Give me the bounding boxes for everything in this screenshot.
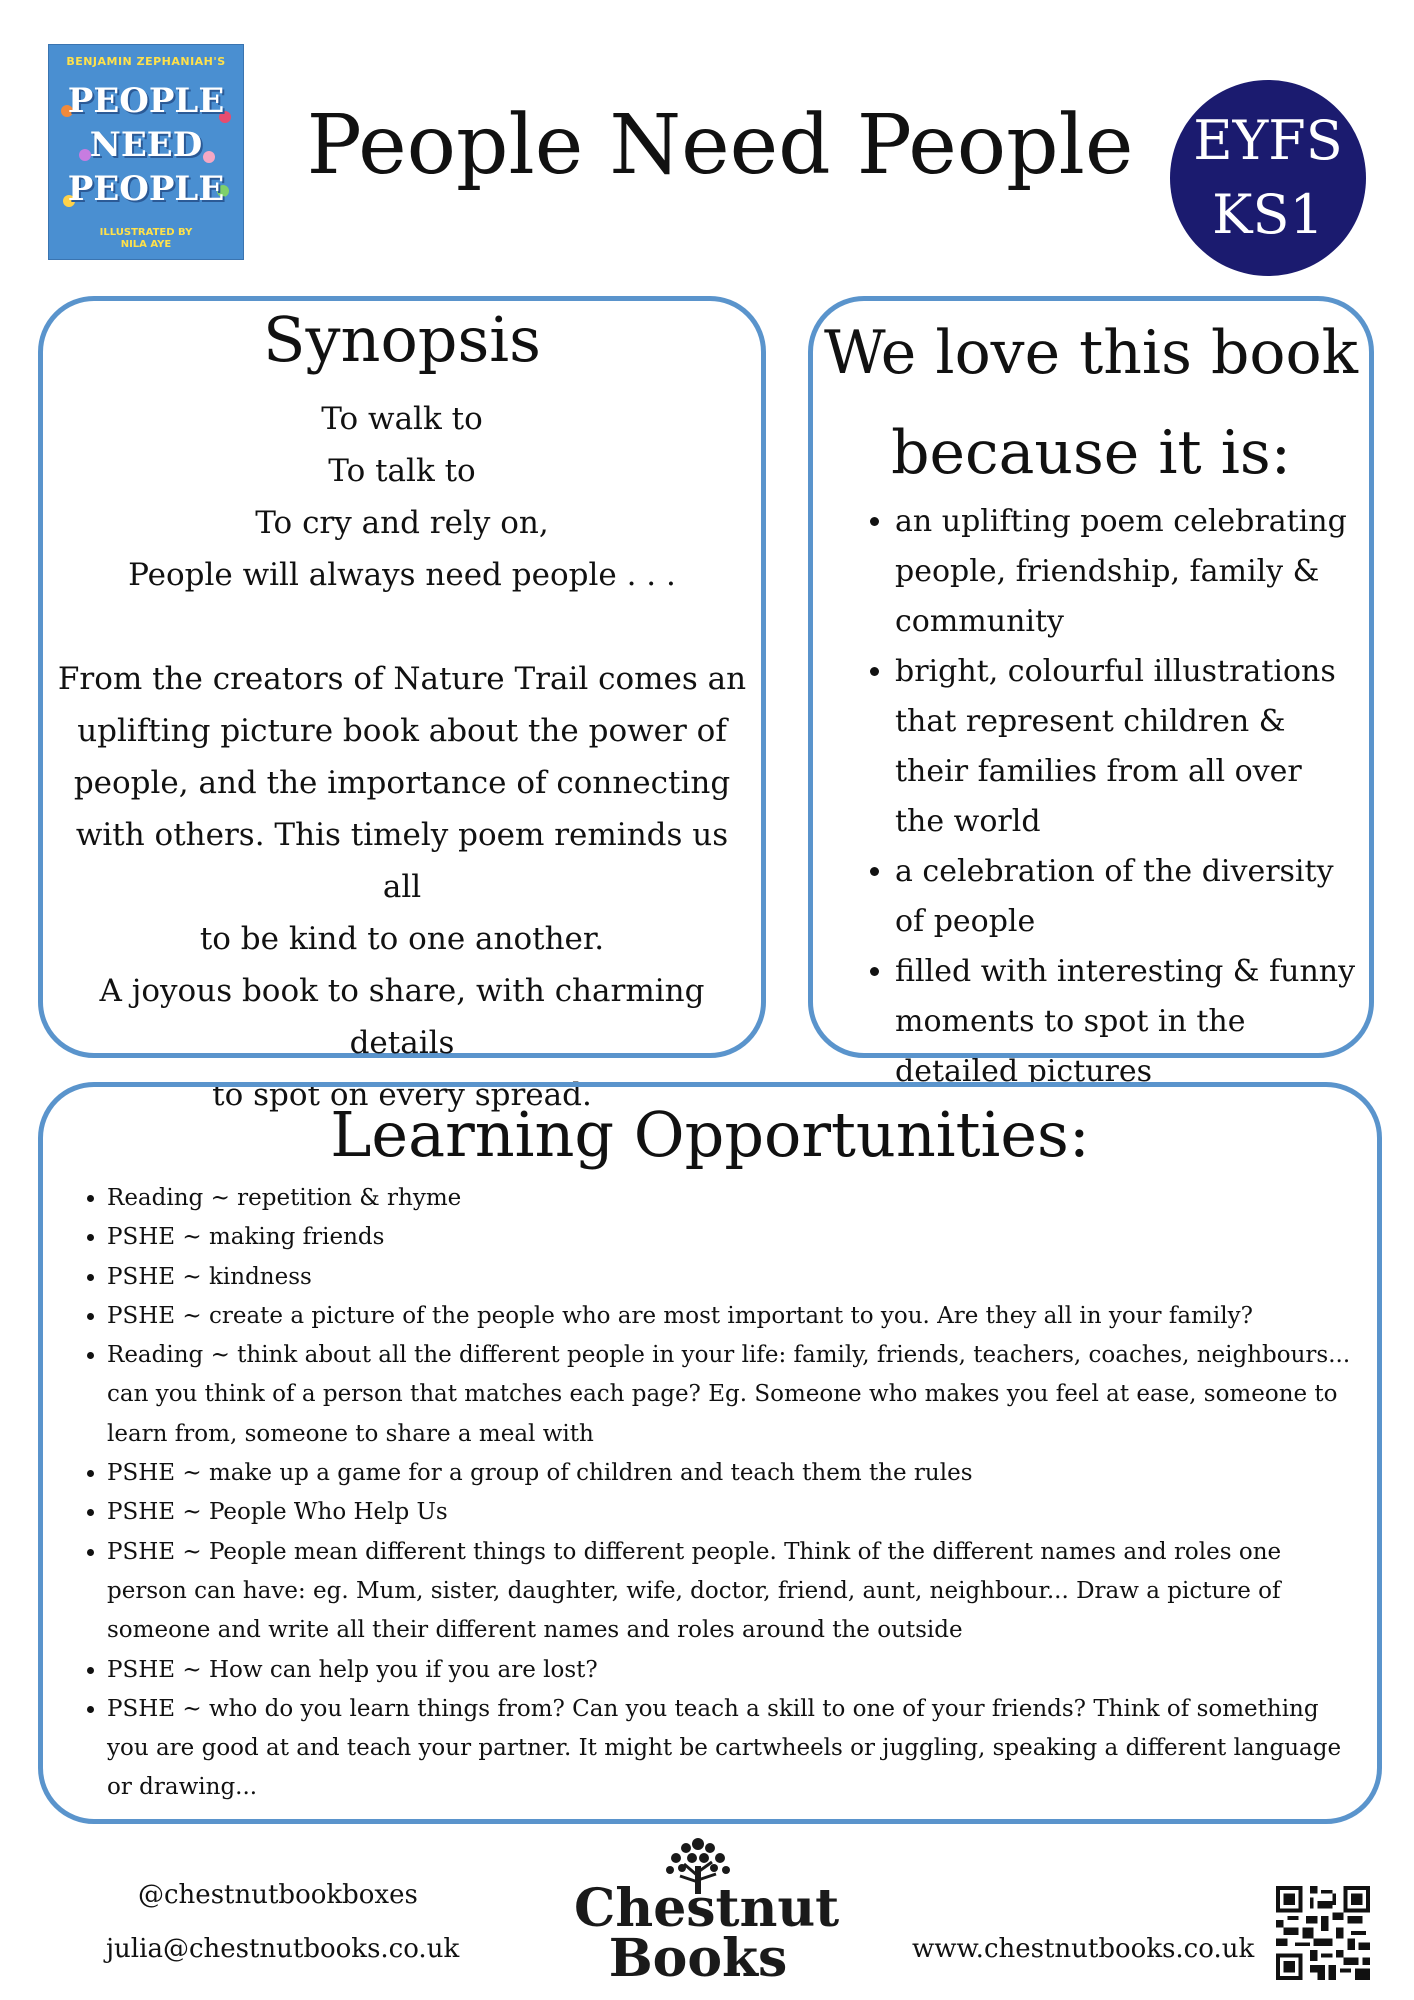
list-item: • PSHE ~ who do you learn things from? Can you teach a skill to one of your friends? Think of something you are good at and teach your partner. It might be cartwheels or juggling, speaking a different language or drawing...: [107, 1690, 1357, 1808]
synopsis-line: To cry and rely on,: [255, 505, 549, 541]
book-cover-image: [48, 44, 244, 260]
level-badge: [1170, 80, 1366, 276]
synopsis-line: To talk to: [328, 453, 476, 489]
learning-list: [67, 1179, 1357, 1808]
synopsis-body-line: to spot on every spread.: [212, 1077, 592, 1113]
list-item: • PSHE ~ People Who Help Us: [107, 1493, 1357, 1532]
synopsis-body-line: people, and the importance of connecting: [73, 765, 731, 801]
page-title: People Need People: [306, 98, 1134, 193]
footer-email-link[interactable]: julia@chestnutbooks.co.uk: [106, 1934, 460, 1964]
synopsis-line: People will always need people . . .: [128, 557, 676, 593]
list-item: • PSHE ~ People mean different things to different people. Think of the different names and roles one person can have: eg. Mum, sister, daughter, wife, doctor, friend, aunt, neighbour... Draw a picture of someone and write all their different names and roles around the outside: [107, 1533, 1357, 1651]
synopsis-body-line: A joyous book to share, with charming details: [99, 973, 705, 1061]
learning-panel: [38, 1082, 1382, 1824]
chestnut-books-logo: [574, 1836, 840, 1992]
list-item: • PSHE ~ make up a game for a group of children and teach them the rules: [107, 1454, 1357, 1493]
cover-title: PEOPLE NEED PEOPLE: [67, 81, 225, 209]
synopsis-line: To walk to: [321, 401, 483, 437]
synopsis-body-line: with others. This timely poem reminds us all: [75, 817, 729, 905]
love-panel: [808, 296, 1374, 1089]
footer-instagram-handle[interactable]: @chestnutbookboxes: [138, 1880, 418, 1910]
synopsis-heading: Synopsis: [263, 303, 541, 376]
footer-website-link[interactable]: www.chestnutbooks.co.uk: [912, 1934, 1255, 1964]
cover-author: BENJAMIN ZEPHANIAH'S: [66, 55, 226, 68]
list-item: • PSHE ~ How can help you if you are lost?: [107, 1651, 1357, 1690]
synopsis-text: [53, 393, 751, 1121]
list-item: • PSHE ~ making friends: [107, 1218, 1357, 1257]
love-heading: We love this book because it is:: [824, 318, 1358, 488]
level-eyfs: EYFS: [1193, 109, 1343, 172]
synopsis-spacer: [53, 601, 751, 653]
list-item: • bright, colourful illustrations that represent children & their families from all over the world: [895, 647, 1359, 847]
love-list: [855, 497, 1359, 1097]
synopsis-body-line: From the creators of Nature Trail comes an: [57, 661, 747, 697]
list-item: • PSHE ~ create a picture of the people who are most important to you. Are they all in your family?: [107, 1297, 1357, 1336]
list-item: • Reading ~ repetition & rhyme: [107, 1179, 1357, 1218]
list-item: • PSHE ~ kindness: [107, 1258, 1357, 1297]
list-item: • filled with interesting & funny moments to spot in the detailed pictures: [895, 947, 1359, 1097]
list-item: • a celebration of the diversity of people: [895, 847, 1359, 947]
cover-illustrator: ILLUSTRATED BY NILA AYE: [99, 227, 193, 250]
synopsis-body-line: to be kind to one another.: [199, 921, 605, 957]
level-ks1: KS1: [1212, 183, 1324, 246]
learning-heading: Learning Opportunities:: [330, 1098, 1090, 1171]
qr-code-icon[interactable]: [1276, 1886, 1370, 1980]
list-item: • Reading ~ think about all the different people in your life: family, friends, teachers, coaches, neighbours... can you think of a person that matches each page? Eg. Someone who makes you feel at ease, someone to learn from, someone to share a meal with: [107, 1336, 1357, 1454]
synopsis-panel: [38, 296, 766, 1113]
list-item: • an uplifting poem celebrating people, friendship, family & community: [895, 497, 1359, 647]
synopsis-body-line: uplifting picture book about the power of: [77, 713, 727, 749]
chestnut-books-wordmark: Chestnut Books: [574, 1878, 840, 1989]
